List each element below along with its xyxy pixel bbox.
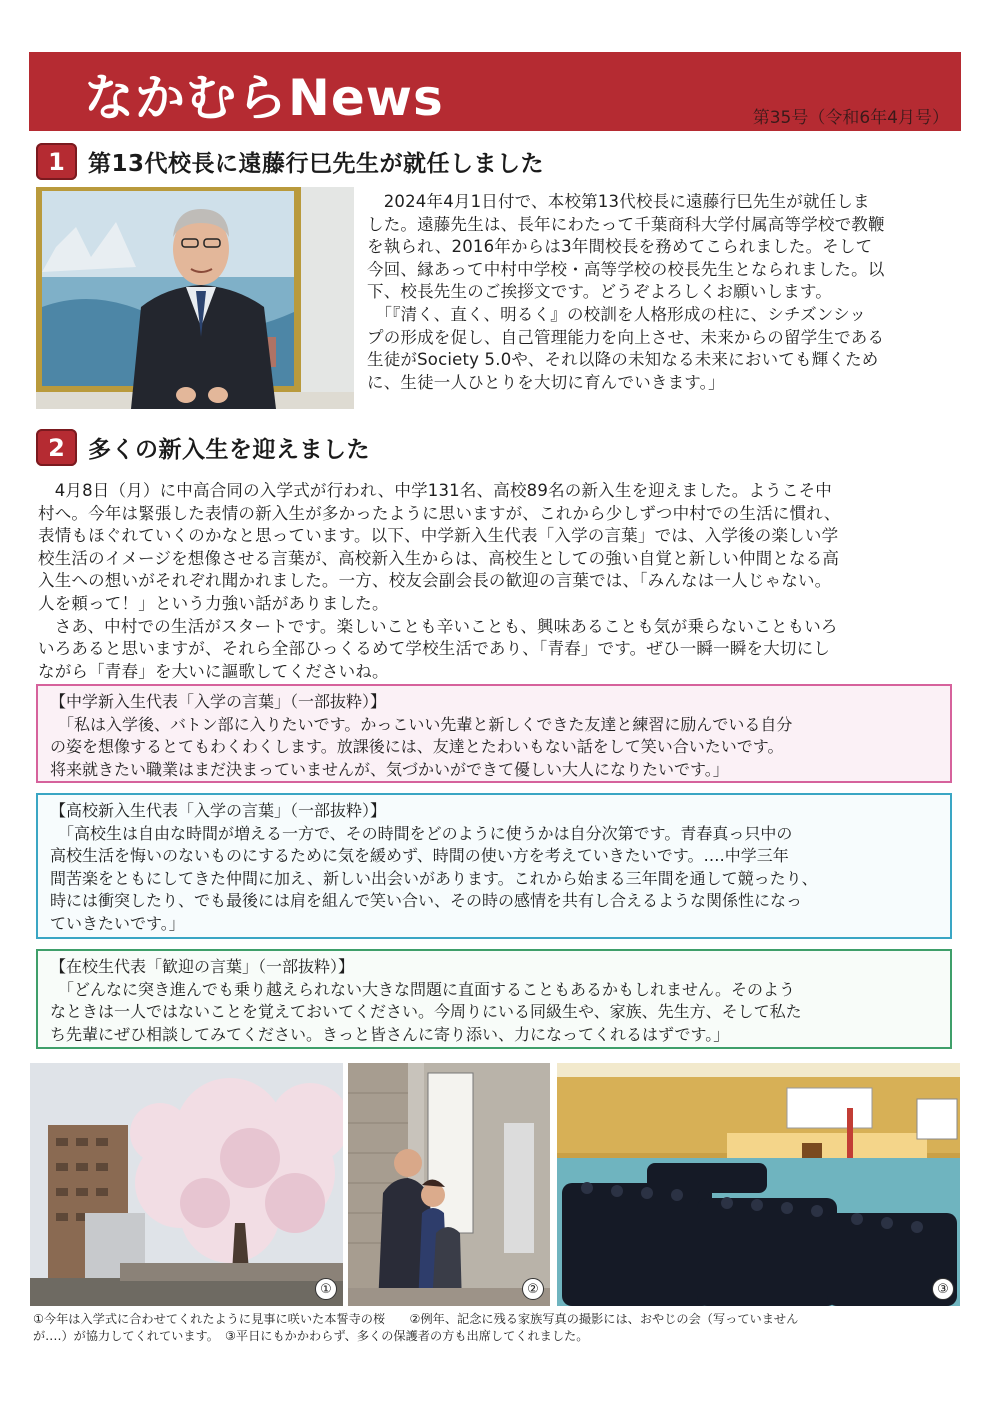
current-quote-line: ち先輩にぜひ相談してみてください。きっと皆さんに寄り添い、力になってくれるはずです。」 <box>50 1024 730 1044</box>
current-quote-line: 「どんなに突き進んでも乗り越えられない大きな問題に直面することもあるかもしれません。そのよう <box>50 979 795 999</box>
junior-quote-line: 将来就きたい職業はまだ決まっていませんが、気づかいができて優しい大人になりたいです。」 <box>50 759 729 779</box>
issue-label: 第35号（令和6年4月号） <box>752 108 949 128</box>
section-1-line: に、生徒一人ひとりを大切に育んでいきます。」 <box>367 372 725 392</box>
current-student-quote-box <box>36 949 952 1049</box>
current-quote-heading: 【在校生代表「歓迎の言葉」（一部抜粋）】 <box>50 957 355 976</box>
section-2-line: 表情もほぐれていくのかなと思っています。以下、中学新入生代表「入学の言葉」では、入学後の楽しい学 <box>38 526 839 546</box>
caption-line: ①今年は入学式に合わせてくれたように見事に咲いた本誓寺の桜 ②例年、記念に残る家族写真の撮影には、おやじの会（写っていません <box>33 1312 799 1326</box>
section-2-line: 校生活のイメージを想像させる言葉が、高校新入生からは、高校生としての強い自覚と新しい仲間となる高 <box>38 548 840 568</box>
junior-quote-heading: 【中学新入生代表「入学の言葉」（一部抜粋）】 <box>50 692 387 711</box>
photo-2-badge: ② <box>522 1278 544 1300</box>
section-2-line: いろあると思いますが、それら全部ひっくるめて学校生活であり、「青春」です。ぜひ一瞬一瞬を大切にし <box>38 639 831 659</box>
principal-photo <box>36 187 354 409</box>
cherry-blossom-photo <box>30 1063 343 1306</box>
section-1-line: プの形成を促し、自己管理能力を向上させ、未来からの留学生である <box>367 327 885 347</box>
section-2-line: 入生への想いがそれぞれ聞かれました。一方、校友会副会長の歓迎の言葉では、「みんなは一人じゃない。 <box>38 571 832 591</box>
senior-quote-line: 間苦楽をともにしてきた仲間に加え、新しい出会いがあります。これから始まる三年間を通して競ったり、 <box>50 868 818 888</box>
family-photo <box>348 1063 550 1306</box>
section-1-line: 今回、縁あって中村中学校・高等学校の校長先生となられました。以 <box>367 259 885 279</box>
newsletter-title: なかむらNews <box>84 69 444 127</box>
section-2-body <box>38 480 968 683</box>
section-2-heading <box>36 429 370 466</box>
section-2-line: 4月8日（月）に中高合同の入学式が行われ、中学131名、高校89名の新入生を迎えました。ようこそ中 <box>38 481 832 500</box>
current-quote-line: なときは一人ではないことを覚えておいてください。今周りにいる同級生や、家族、先生方、そして私た <box>50 1002 802 1021</box>
section-2-line: さあ、中村での生活がスタートです。楽しいことも辛いことも、興味あることも気が乗らないこともいろ <box>38 616 838 636</box>
section-2-line: 人を頼って！」という力強い話がありました。 <box>38 593 389 613</box>
caption-line: が‥‥）が協力してくれています。 ③平日にもかかわらず、多くの保護者の方も出席してくれました。 <box>33 1329 589 1343</box>
senior-quote-line: 時には衝突したり、でも最後には肩を組んで笑い合い、その時の感情を共有し合えるような関係性になっ <box>50 891 803 910</box>
senior-quote-line: 「高校生は自由な時間が増える一方で、その時間をどのように使うかは自分次第です。青春真っ只中の <box>50 823 793 843</box>
junior-quote-box <box>36 684 952 783</box>
section-1-line: 「『清く、直く、明るく』の校訓を人格形成の柱に、シチズンシッ <box>367 304 867 324</box>
senior-quote-line: ていきたいです。」 <box>50 913 185 933</box>
section-1-line: 2024年4月1日付で、本校第13代校長に遠藤行巳先生が就任しま <box>367 192 870 211</box>
junior-quote-line: 「私は入学後、バトン部に入りたいです。かっこいい先輩と新しくできた友達と練習に励んでいる自分 <box>50 714 793 734</box>
senior-quote-box <box>36 793 952 939</box>
photo-3-badge: ③ <box>932 1278 954 1300</box>
section-1-line: 生徒がSociety 5.0や、それ以降の未知なる未来においても輝くため <box>367 350 879 370</box>
section-2-line: ながら「青春」を大いに謳歌してくださいね。 <box>38 661 389 681</box>
masthead-banner <box>29 52 961 131</box>
section-2-title: 多くの新入生を迎えました <box>88 437 370 463</box>
section-1-line: 下、校長先生のご挨拶文です。どうぞよろしくお願いします。 <box>367 282 832 302</box>
section-1-heading <box>36 143 544 180</box>
section-2-line: 村へ。今年は緊張した表情の新入生が多かったように思いますが、これから少しずつ中村での生活に慣れ、 <box>38 503 841 523</box>
section-1-number: 1 <box>36 143 77 180</box>
photo-1-badge: ① <box>315 1278 337 1300</box>
section-1-line: を執られ、2016年からは3年間校長を務めてこられました。そして <box>367 237 873 257</box>
photo-caption <box>33 1311 968 1345</box>
senior-quote-line: 高校生活を悔いのないものにするために気を緩めず、時間の使い方を考えていきたいです。‥‥中学三年 <box>50 846 789 865</box>
junior-quote-line: の姿を想像するとてもわくわくします。放課後には、友達とたわいもない話をして笑い合いたいです。 <box>50 737 784 756</box>
section-1-title: 第13代校長に遠藤行巳先生が就任しました <box>88 151 545 177</box>
section-2-number: 2 <box>36 429 77 466</box>
section-1-line: した。遠藤先生は、長年にわたって千葉商科大学付属高等学校で教鞭 <box>367 214 885 234</box>
section-1-body <box>367 191 967 394</box>
ceremony-hall-photo <box>557 1063 960 1306</box>
senior-quote-heading: 【高校新入生代表「入学の言葉」（一部抜粋）】 <box>50 801 387 820</box>
